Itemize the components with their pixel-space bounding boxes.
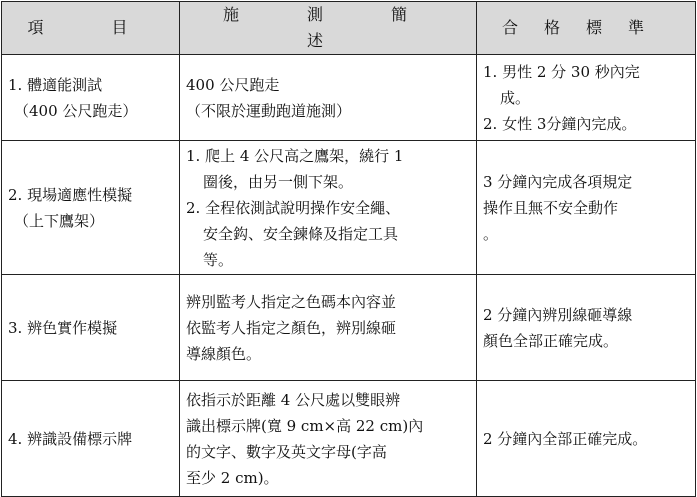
standard-line: 。 (483, 224, 499, 243)
item-cell (2, 275, 180, 381)
standard-line: 操作且無不安全動作 (483, 198, 619, 217)
description-line: 至少 2 cm)。 (186, 468, 279, 487)
table-row (2, 381, 696, 497)
item-cell (2, 141, 180, 275)
description-line: 圈後，由另一側下架。 (203, 172, 354, 191)
description-line: 辨別監考人指定之色碼本內容並 (186, 292, 397, 311)
description-line: 依指示於距離 4 公尺處以雙眼辨 (186, 390, 401, 409)
standard-line: 3 分鐘內完成各項規定 (483, 172, 633, 191)
standard-line: 2. 女性 3分鐘內完成。 (483, 114, 637, 133)
standard-line: 顏色全部正確完成。 (483, 331, 619, 350)
table-row (2, 141, 696, 275)
standard-cell (477, 275, 696, 381)
description-line: （不限於運動跑道施測） (186, 101, 352, 120)
header-row (2, 2, 696, 55)
header-item: 項 目 (2, 2, 180, 55)
description-line: 導線顏色。 (186, 344, 262, 363)
item-line: 4. 辨識設備標示牌 (8, 429, 133, 448)
description-line: 的文字、數字及英文字母(字高 (186, 442, 387, 461)
item-line: 1. 體適能測試 (8, 75, 103, 94)
description-line: 識出標示牌(寬 9 cm×高 22 cm)內 (186, 416, 424, 435)
header-description: 施 測 簡 述 (180, 2, 477, 55)
standard-line: 成。 (500, 88, 531, 107)
description-line: 1. 爬上 4 公尺高之鷹架，繞行 1 (186, 146, 404, 165)
description-cell (180, 381, 477, 497)
description-line: 2. 全程依測試說明操作安全繩、 (186, 198, 401, 217)
description-line: 依監考人指定之顏色，辨別線砸 (186, 318, 397, 337)
standard-line: 1. 男性 2 分 30 秒內完 (483, 62, 640, 81)
table-row (2, 275, 696, 381)
header-standard: 合格標準 (477, 2, 696, 55)
item-line: 2. 現場適應性模擬 (8, 185, 133, 204)
item-line: （400 公尺跑走） (14, 101, 138, 120)
description-line: 安全鈎、安全鍊條及指定工具 (203, 224, 399, 243)
description-cell (180, 275, 477, 381)
description-line: 400 公尺跑走 (186, 75, 280, 94)
standard-line: 2 分鐘內辨別線砸導線 (483, 305, 633, 324)
requirements-table (1, 1, 696, 497)
standard-cell (477, 141, 696, 275)
standard-cell (477, 381, 696, 497)
standard-cell (477, 55, 696, 141)
standard-line: 2 分鐘內全部正確完成。 (483, 429, 648, 448)
item-line: 3. 辨色實作模擬 (8, 318, 118, 337)
description-cell (180, 55, 477, 141)
item-line: （上下鷹架） (14, 211, 105, 230)
description-cell (180, 141, 477, 275)
table-row (2, 55, 696, 141)
description-line: 等。 (203, 250, 234, 269)
item-cell (2, 381, 180, 497)
item-cell (2, 55, 180, 141)
